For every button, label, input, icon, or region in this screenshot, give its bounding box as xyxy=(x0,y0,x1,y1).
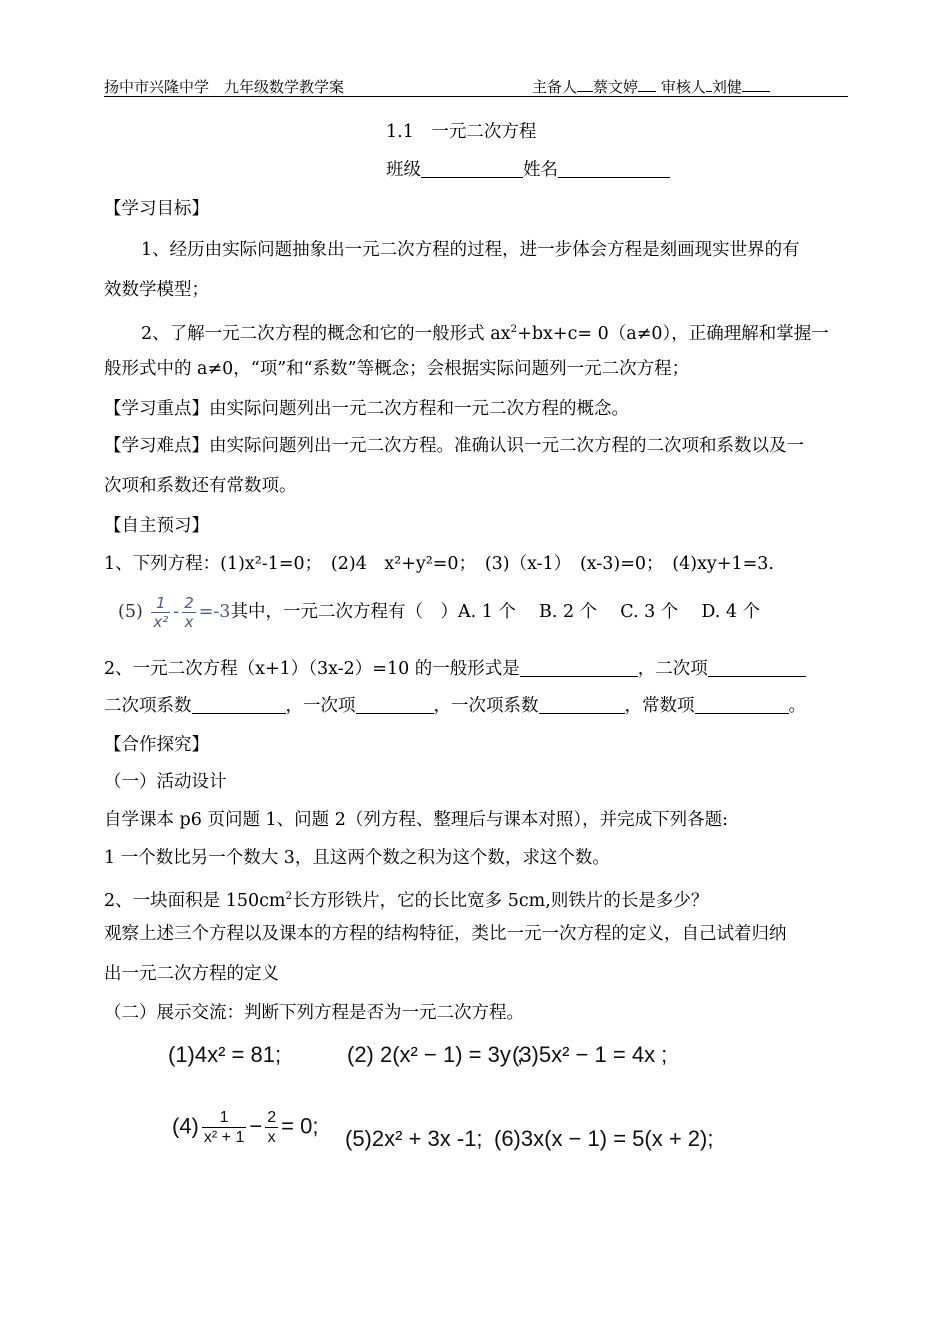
explore-line3-b: 长方形铁片，它的长比宽多 5cm,则铁片的长是多少？ xyxy=(292,890,709,911)
difficulty-line1: 【学习难点】由实际问题列出一元二次方程。准确认识一元二次方程的二次项和系数以及一 xyxy=(104,436,804,456)
preview-q2-line2 xyxy=(104,694,806,718)
explore-line5: 出一元二次方程的定义 xyxy=(104,964,279,984)
equation-4-minus: − xyxy=(249,1113,263,1139)
equation-1: (1)4x² = 81; xyxy=(168,1042,282,1067)
preview-q1-line2 xyxy=(118,590,760,634)
name-label: 姓名 xyxy=(523,160,558,180)
preview-q2-line1 xyxy=(104,657,806,681)
preview-q1-line1: 1、下列方程：(1)x²-1=0； (2)4 x²+y²=0； (3)（x-1） (x-3)=0； (4)xy+1=3. xyxy=(104,554,774,574)
header-rule xyxy=(104,96,848,97)
q1-fraction-1-den: x² xyxy=(153,613,169,631)
explore-line4: 观察上述三个方程以及课本的方程的结构特征，类比一元一次方程的定义，自己试着归纳 xyxy=(104,924,787,944)
q1-fraction-2 xyxy=(182,594,196,631)
q1-fraction-2-num: 2 xyxy=(184,594,194,612)
q1-minus: - xyxy=(173,602,180,622)
explore-line2: 1 一个数比另一个数大 3，且这两个数之积为这个数，求这个数。 xyxy=(104,848,610,868)
q2-quad-term-blank[interactable] xyxy=(708,658,806,677)
q2-quad-coef-blank[interactable] xyxy=(192,695,286,714)
preparer-label: 主备人 xyxy=(532,78,578,96)
q2-constant-blank[interactable] xyxy=(695,695,789,714)
equation-6: (6)3x(x − 1) = 5(x + 2); xyxy=(494,1126,714,1151)
objective-1-line1: 1、经历由实际问题抽象出一元二次方程的过程，进一步体会方程是刻画现实世界的有 xyxy=(141,240,800,260)
q2-text: 2、一元二次方程（x+1）（3x-2）=10 的一般形式是 xyxy=(104,659,520,679)
class-name-line xyxy=(386,158,670,182)
explore-sub1: （一）活动设计 xyxy=(104,772,227,792)
q1-rhs: =-3 xyxy=(198,602,231,622)
equation-4-frac2-den: x xyxy=(265,1127,278,1147)
explore-line3 xyxy=(104,884,708,913)
header-school: 扬中市兴隆中学 九年级数学教学案 xyxy=(104,78,345,96)
equation-3: (3)5x² − 1 = 4x ; xyxy=(512,1042,668,1067)
q2-general-form-blank[interactable] xyxy=(520,658,638,677)
q2-end: 。 xyxy=(788,696,806,716)
equation-5: (5)2x² + 3x -1; xyxy=(345,1126,483,1151)
focus-line: 【学习重点】由实际问题列出一元二次方程和一元二次方程的概念。 xyxy=(104,399,629,419)
objectives-heading: 【学习目标】 xyxy=(104,199,209,219)
explore-heading: 【合作探究】 xyxy=(104,735,209,755)
q2-linear-term-blank[interactable] xyxy=(356,695,434,714)
preview-heading: 【自主预习】 xyxy=(104,516,209,536)
q2-linear-term-label: ，一次项 xyxy=(285,696,356,716)
equation-4-frac2-num: 2 xyxy=(267,1109,277,1126)
class-blank[interactable] xyxy=(421,159,523,178)
equation-4-frac1-den: x² + 1 xyxy=(203,1129,245,1146)
q2-linear-coef-label: ，一次项系数 xyxy=(433,696,539,716)
objective-2-text-b: +bx+c= 0（a≠0），正确理解和掌握一 xyxy=(517,323,829,344)
preparer-name: 蔡文婷 xyxy=(593,78,639,96)
explore-sub2: （二）展示交流：判断下列方程是否为一元二次方程。 xyxy=(104,1003,524,1023)
explore-line1: 自学课本 p6 页问题 1、问题 2（列方程、整理后与课本对照），并完成下列各题: xyxy=(104,810,728,830)
equation-4 xyxy=(172,1108,318,1147)
reviewer-label: 审核人 xyxy=(660,78,706,96)
q2-quad-coef-label: 二次项系数 xyxy=(104,696,192,716)
q1-fraction-1-num: 1 xyxy=(156,594,166,612)
difficulty-line2: 次项和系数还有常数项。 xyxy=(104,476,297,496)
equation-4-fraction-2 xyxy=(265,1108,278,1147)
equation-4-fraction-1 xyxy=(202,1108,246,1147)
objective-1-line2: 效数学模型； xyxy=(104,280,209,300)
q1-choices: 其中，一元二次方程有（ ）A. 1 个 B. 2 个 C. 3 个 D. 4 个 xyxy=(230,602,761,622)
reviewer-name: 刘健 xyxy=(711,78,742,96)
objective-2-line1: 2、了解一元二次方程的概念和它的一般形式 $ax^2+bx+c= 0(a\ne 0)$，正确理解和掌握一 xyxy=(141,323,829,344)
equation-4-label: (4) xyxy=(172,1113,199,1139)
q1-fraction-2-den: x xyxy=(182,612,196,631)
page-title: 1.1 一元二次方程 xyxy=(386,122,537,142)
q2-quad-term-label: ，二次项 xyxy=(637,659,708,679)
q1-fraction-1 xyxy=(151,594,170,631)
equation-4-frac1-num: 1 xyxy=(219,1109,229,1126)
explore-line3-a: 2、一块面积是 150cm xyxy=(104,890,286,911)
equation-2: (2) 2(x² − 1) = 3y ; xyxy=(347,1042,524,1067)
equation-4-tail: = 0; xyxy=(281,1113,319,1139)
objective-2-line2: 般形式中的 a≠0，“项”和“系数”等概念；会根据实际问题列一元二次方程； xyxy=(104,359,690,379)
q2-constant-label: ，常数项 xyxy=(624,696,695,716)
header-preparer xyxy=(532,76,770,97)
objective-2-text-a: 2、了解一元二次方程的概念和它的一般形式 ax xyxy=(141,323,511,344)
q1-item5-label: (5) xyxy=(118,602,143,622)
class-label: 班级 xyxy=(386,160,421,180)
name-blank[interactable] xyxy=(558,159,670,178)
q2-linear-coef-blank[interactable] xyxy=(539,695,625,714)
explore-line3-sup: 2 xyxy=(285,890,293,902)
